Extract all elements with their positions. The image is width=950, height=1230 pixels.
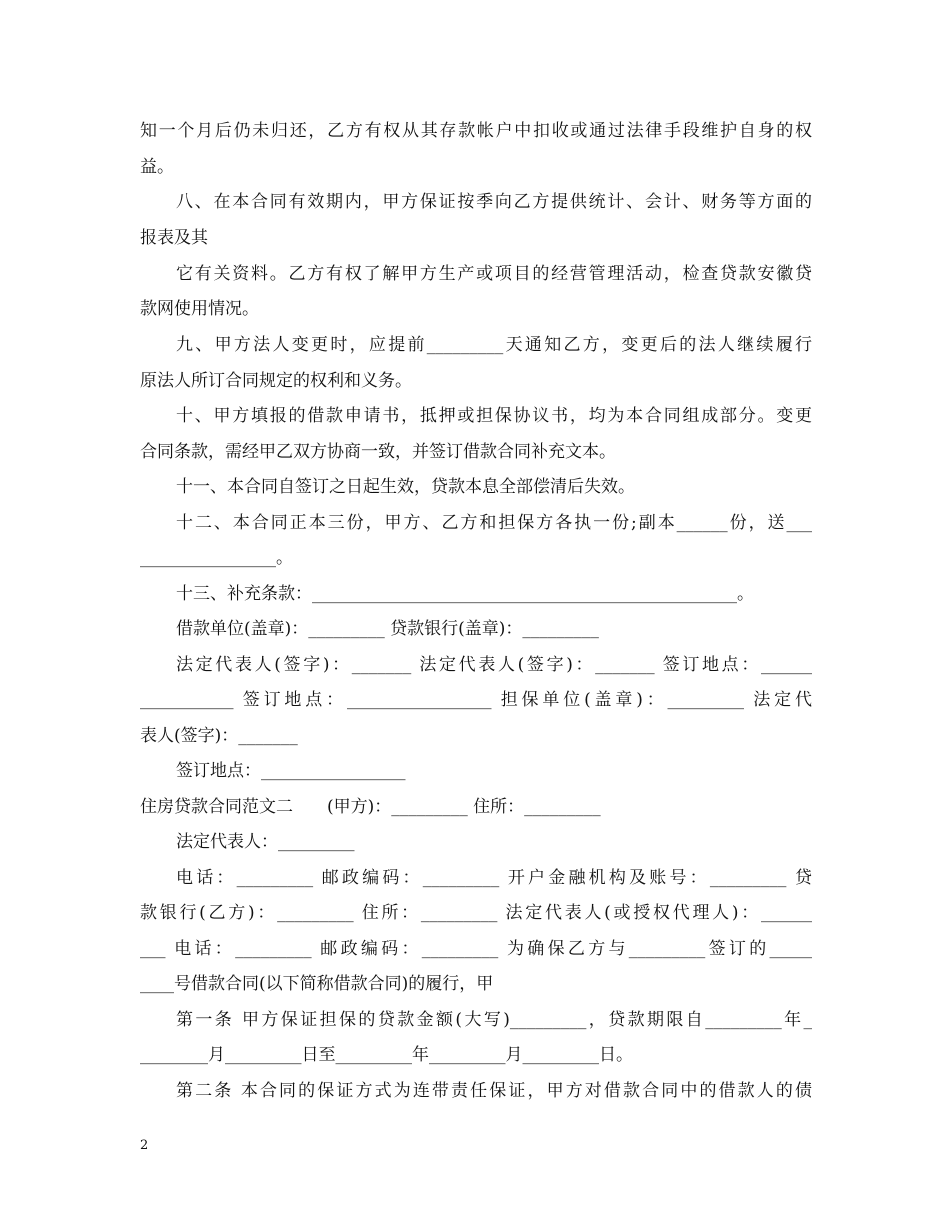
paragraph-line: 十一、本合同自签订之日起生效，贷款本息全部偿清后失效。 — [176, 477, 635, 497]
paragraph-line: 借款单位(盖章)：_________ 贷款银行(盖章)：_________ — [176, 619, 599, 639]
paragraph-line: 第二条 本合同的保证方式为连带责任保证，甲方对借款合同中的借款人的债 — [176, 1081, 812, 1101]
paragraph-line: 合同条款，需经甲乙双方协商一致，并签订借款合同补充文本。 — [140, 442, 616, 462]
paragraph-line: ________________。 — [140, 548, 293, 568]
paragraph-line: 十三、补充条款：__________________________________________________。 — [176, 584, 754, 604]
paragraph-line: 八、在本合同有效期内，甲方保证按季向乙方提供统计、会计、财务等方面的 — [176, 192, 812, 212]
paragraph-line: 法定代表人(签字)：_______ 法定代表人(签字)：_______ 签订地点：______ — [176, 655, 812, 675]
paragraph-line: 款网使用情况。 — [140, 299, 259, 319]
paragraph-line: 十二、本合同正本三份，甲方、乙方和担保方各执一份;副本______份，送___ — [176, 513, 812, 533]
paragraph-line: ____号借款合同(以下简称借款合同)的履行，甲 — [140, 974, 494, 994]
paragraph-line: 电话：_________ 邮政编码：_________ 开户金融机构及账号：_________ 贷 — [176, 868, 812, 888]
paragraph-line: 原法人所订合同规定的权利和义务。 — [140, 371, 412, 391]
paragraph-line: 十、甲方填报的借款申请书，抵押或担保协议书，均为本合同组成部分。变更 — [176, 406, 812, 426]
paragraph-line: ___ 电话：_________ 邮政编码：_________ 为确保乙方与_________签订的_____ — [140, 939, 812, 959]
paragraph-line: 益。 — [140, 157, 174, 177]
paragraph-line: 知一个月后仍未归还，乙方有权从其存款帐户中扣收或通过法律手段维护自身的权 — [140, 121, 812, 141]
paragraph-line: 九、甲方法人变更时，应提前_________天通知乙方，变更后的法人继续履行 — [176, 335, 812, 355]
paragraph-line: 它有关资料。乙方有权了解甲方生产或项目的经营管理活动，检查贷款安徽贷 — [176, 264, 812, 284]
section-heading: 住房贷款合同范文二 (甲方)：_________ 住所：_________ — [140, 797, 601, 817]
paragraph-line: 签订地点：_________________ — [176, 761, 406, 781]
paragraph-line: ___________ 签订地点：_________________ 担保单位(盖章)：_________ 法定代 — [140, 690, 812, 710]
page-number: 2 — [140, 1138, 149, 1153]
paragraph-line: 法定代表人：_________ — [176, 832, 355, 852]
paragraph-line: 款银行(乙方)：_________ 住所：_________ 法定代表人(或授权代理人)：______ — [140, 903, 812, 923]
paragraph-line: 表人(签字)：_______ — [140, 726, 298, 746]
paragraph-line: 第一条 甲方保证担保的贷款金额(大写)_________，贷款期限自_________年_ — [176, 1010, 812, 1030]
paragraph-line: 报表及其 — [140, 228, 208, 248]
paragraph-line: ________月_________日至_________年_________月_________日。 — [140, 1045, 633, 1065]
